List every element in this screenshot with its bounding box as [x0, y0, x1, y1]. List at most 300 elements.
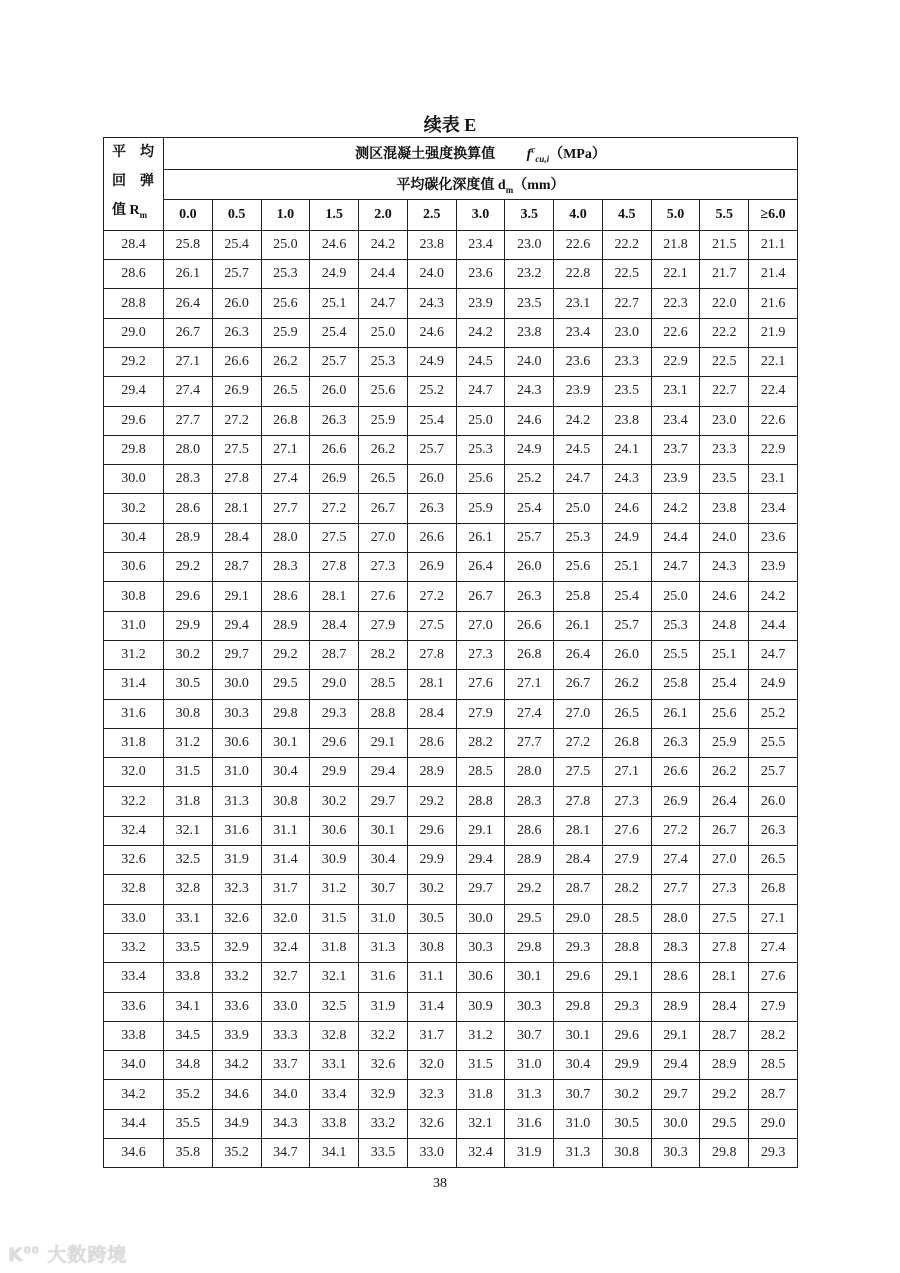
strength-value-cell: 27.3: [456, 640, 505, 669]
rebound-value-cell: 34.2: [104, 1080, 164, 1109]
strength-value-cell: 23.7: [651, 435, 700, 464]
rebound-value-cell: 28.6: [104, 260, 164, 289]
strength-value-cell: 27.4: [651, 846, 700, 875]
strength-value-cell: 31.9: [505, 1139, 554, 1168]
table-row: [104, 1109, 798, 1138]
strength-value-cell: 30.0: [212, 670, 261, 699]
strength-value-cell: 28.1: [700, 963, 749, 992]
strength-value-cell: 35.8: [164, 1139, 213, 1168]
strength-value-cell: 27.6: [749, 963, 798, 992]
strength-value-cell: 29.1: [651, 1021, 700, 1050]
strength-value-cell: 31.3: [212, 787, 261, 816]
column-header: 1.5: [310, 200, 359, 231]
strength-value-cell: 30.4: [359, 846, 408, 875]
strength-value-cell: 31.3: [554, 1139, 603, 1168]
strength-value-cell: 28.2: [749, 1021, 798, 1050]
rebound-value-cell: 34.0: [104, 1051, 164, 1080]
strength-value-cell: 27.4: [164, 377, 213, 406]
strength-value-cell: 27.5: [310, 523, 359, 552]
row-header-text: 值 R: [112, 203, 140, 218]
strength-value-cell: 28.5: [456, 758, 505, 787]
column-header: 3.0: [456, 200, 505, 231]
table-row: [104, 816, 798, 845]
symbol-f: f: [526, 146, 532, 162]
strength-value-cell: 30.3: [212, 699, 261, 728]
rebound-value-cell: 28.4: [104, 230, 164, 259]
strength-value-cell: 25.4: [310, 318, 359, 347]
strength-value-cell: 22.7: [602, 289, 651, 318]
strength-value-cell: 32.3: [407, 1080, 456, 1109]
rebound-value-cell: 29.6: [104, 406, 164, 435]
strength-value-cell: 23.9: [749, 553, 798, 582]
strength-value-cell: 24.9: [602, 523, 651, 552]
table-row: [104, 230, 798, 259]
rebound-value-cell: 34.4: [104, 1109, 164, 1138]
strength-value-cell: 25.7: [505, 523, 554, 552]
strength-value-cell: 29.6: [602, 1021, 651, 1050]
strength-value-cell: 23.9: [456, 289, 505, 318]
table-row: [104, 406, 798, 435]
strength-value-cell: 27.2: [212, 406, 261, 435]
strength-value-cell: 23.5: [505, 289, 554, 318]
strength-value-cell: 32.6: [212, 904, 261, 933]
table-row: [104, 289, 798, 318]
strength-value-cell: 26.6: [505, 611, 554, 640]
strength-value-cell: 34.1: [310, 1139, 359, 1168]
strength-value-cell: 27.0: [359, 523, 408, 552]
strength-value-cell: 26.1: [164, 260, 213, 289]
row-header-line: 平 均: [112, 145, 154, 160]
strength-value-cell: 24.0: [505, 347, 554, 376]
strength-value-cell: 21.5: [700, 230, 749, 259]
strength-value-cell: 31.5: [310, 904, 359, 933]
row-header-rebound-value: [104, 138, 164, 231]
strength-value-cell: 24.0: [407, 260, 456, 289]
strength-value-cell: 25.7: [212, 260, 261, 289]
strength-value-cell: 32.5: [164, 846, 213, 875]
strength-value-cell: 27.2: [554, 728, 603, 757]
strength-value-cell: 23.5: [700, 465, 749, 494]
rebound-value-cell: 33.6: [104, 992, 164, 1021]
strength-value-cell: 25.5: [749, 728, 798, 757]
strength-value-cell: 29.3: [749, 1139, 798, 1168]
strength-value-cell: 30.1: [261, 728, 310, 757]
strength-value-cell: 28.8: [359, 699, 408, 728]
strength-value-cell: 22.2: [602, 230, 651, 259]
strength-value-cell: 24.6: [310, 230, 359, 259]
strength-value-cell: 25.4: [212, 230, 261, 259]
strength-value-cell: 31.0: [554, 1109, 603, 1138]
strength-value-cell: 26.4: [164, 289, 213, 318]
rebound-value-cell: 30.8: [104, 582, 164, 611]
strength-value-cell: 32.4: [261, 933, 310, 962]
strength-value-cell: 26.9: [212, 377, 261, 406]
strength-value-cell: 28.0: [261, 523, 310, 552]
strength-value-cell: 35.2: [212, 1139, 261, 1168]
rebound-value-cell: 30.0: [104, 465, 164, 494]
strength-value-cell: 31.7: [407, 1021, 456, 1050]
strength-value-cell: 29.8: [700, 1139, 749, 1168]
strength-value-cell: 28.4: [407, 699, 456, 728]
strength-value-cell: 28.1: [212, 494, 261, 523]
subgroup-unit: （mm）: [513, 178, 565, 194]
strength-value-cell: 21.1: [749, 230, 798, 259]
strength-value-cell: 26.8: [602, 728, 651, 757]
strength-value-cell: 26.0: [212, 289, 261, 318]
strength-value-cell: 24.7: [359, 289, 408, 318]
table-row: [104, 465, 798, 494]
table-row: [104, 435, 798, 464]
strength-value-cell: 24.4: [749, 611, 798, 640]
subgroup-sub: m: [505, 184, 514, 195]
rebound-value-cell: 33.4: [104, 963, 164, 992]
strength-value-cell: 24.1: [602, 435, 651, 464]
table-row: [104, 377, 798, 406]
table-row: [104, 728, 798, 757]
strength-value-cell: 23.6: [456, 260, 505, 289]
strength-value-cell: 27.9: [456, 699, 505, 728]
strength-value-cell: 26.3: [212, 318, 261, 347]
strength-value-cell: 24.9: [407, 347, 456, 376]
row-header-line: 回 弹: [112, 174, 154, 189]
strength-value-cell: 31.2: [456, 1021, 505, 1050]
rebound-value-cell: 30.2: [104, 494, 164, 523]
strength-value-cell: 24.6: [700, 582, 749, 611]
strength-value-cell: 29.9: [602, 1051, 651, 1080]
strength-value-cell: 26.7: [700, 816, 749, 845]
strength-value-cell: 28.7: [749, 1080, 798, 1109]
strength-value-cell: 24.7: [554, 465, 603, 494]
table-row: [104, 611, 798, 640]
strength-value-cell: 24.2: [749, 582, 798, 611]
strength-value-cell: 26.7: [164, 318, 213, 347]
rebound-value-cell: 30.4: [104, 523, 164, 552]
strength-value-cell: 31.8: [164, 787, 213, 816]
strength-value-cell: 26.2: [700, 758, 749, 787]
strength-value-cell: 26.3: [407, 494, 456, 523]
rebound-value-cell: 32.2: [104, 787, 164, 816]
column-header: 4.0: [554, 200, 603, 231]
strength-value-cell: 23.0: [700, 406, 749, 435]
strength-value-cell: 21.4: [749, 260, 798, 289]
strength-value-cell: 22.2: [700, 318, 749, 347]
strength-value-cell: 25.0: [554, 494, 603, 523]
strength-value-cell: 25.8: [164, 230, 213, 259]
column-header: 3.5: [505, 200, 554, 231]
strength-value-cell: 26.8: [749, 875, 798, 904]
strength-value-cell: 29.6: [554, 963, 603, 992]
rebound-value-cell: 33.2: [104, 933, 164, 962]
table-row: [104, 875, 798, 904]
strength-value-cell: 26.6: [651, 758, 700, 787]
strength-value-cell: 26.2: [602, 670, 651, 699]
strength-value-cell: 29.7: [359, 787, 408, 816]
table-row: [104, 582, 798, 611]
strength-value-cell: 28.9: [651, 992, 700, 1021]
strength-value-cell: 26.1: [651, 699, 700, 728]
strength-value-cell: 23.1: [651, 377, 700, 406]
strength-value-cell: 28.4: [212, 523, 261, 552]
strength-value-cell: 25.3: [554, 523, 603, 552]
table-row: [104, 1021, 798, 1050]
strength-value-cell: 30.9: [456, 992, 505, 1021]
strength-value-cell: 30.4: [261, 758, 310, 787]
strength-value-cell: 28.2: [456, 728, 505, 757]
strength-value-cell: 24.6: [505, 406, 554, 435]
strength-value-cell: 26.8: [505, 640, 554, 669]
strength-value-cell: 29.2: [261, 640, 310, 669]
strength-value-cell: 22.5: [700, 347, 749, 376]
strength-value-cell: 29.2: [505, 875, 554, 904]
strength-value-cell: 28.5: [602, 904, 651, 933]
strength-value-cell: 23.4: [456, 230, 505, 259]
row-header-sub: m: [139, 209, 148, 220]
strength-value-cell: 26.3: [310, 406, 359, 435]
strength-value-cell: 25.9: [700, 728, 749, 757]
strength-value-cell: 33.2: [212, 963, 261, 992]
strength-value-cell: 32.6: [407, 1109, 456, 1138]
strength-value-cell: 29.2: [700, 1080, 749, 1109]
strength-value-cell: 27.1: [261, 435, 310, 464]
strength-value-cell: 22.3: [651, 289, 700, 318]
strength-value-cell: 26.7: [456, 582, 505, 611]
strength-value-cell: 27.2: [651, 816, 700, 845]
strength-value-cell: 27.5: [700, 904, 749, 933]
strength-value-cell: 29.8: [505, 933, 554, 962]
strength-symbol: [526, 144, 550, 164]
strength-value-cell: 24.9: [505, 435, 554, 464]
strength-value-cell: 28.7: [310, 640, 359, 669]
strength-value-cell: 25.7: [407, 435, 456, 464]
strength-value-cell: 22.9: [651, 347, 700, 376]
strength-value-cell: 27.7: [164, 406, 213, 435]
strength-value-cell: 27.6: [602, 816, 651, 845]
strength-value-cell: 25.4: [700, 670, 749, 699]
strength-value-cell: 32.6: [359, 1051, 408, 1080]
strength-value-cell: 33.8: [164, 963, 213, 992]
strength-value-cell: 23.6: [554, 347, 603, 376]
strength-value-cell: 22.1: [651, 260, 700, 289]
strength-value-cell: 25.5: [651, 640, 700, 669]
strength-value-cell: 26.7: [554, 670, 603, 699]
strength-value-cell: 29.3: [310, 699, 359, 728]
strength-value-cell: 22.4: [749, 377, 798, 406]
strength-value-cell: 31.2: [310, 875, 359, 904]
strength-value-cell: 25.9: [359, 406, 408, 435]
rebound-value-cell: 34.6: [104, 1139, 164, 1168]
strength-value-cell: 25.7: [310, 347, 359, 376]
strength-value-cell: 24.2: [359, 230, 408, 259]
strength-value-cell: 25.6: [359, 377, 408, 406]
strength-value-cell: 24.2: [456, 318, 505, 347]
strength-value-cell: 28.6: [407, 728, 456, 757]
strength-value-cell: 29.8: [554, 992, 603, 1021]
strength-value-cell: 33.4: [310, 1080, 359, 1109]
strength-value-cell: 28.2: [602, 875, 651, 904]
strength-value-cell: 26.4: [456, 553, 505, 582]
table-row: [104, 494, 798, 523]
strength-value-cell: 24.7: [749, 640, 798, 669]
strength-value-cell: 29.5: [261, 670, 310, 699]
strength-value-cell: 23.4: [554, 318, 603, 347]
strength-value-cell: 24.7: [456, 377, 505, 406]
strength-value-cell: 34.3: [261, 1109, 310, 1138]
strength-value-cell: 30.7: [554, 1080, 603, 1109]
strength-value-cell: 29.7: [651, 1080, 700, 1109]
strength-value-cell: 31.1: [261, 816, 310, 845]
strength-value-cell: 30.0: [456, 904, 505, 933]
strength-value-cell: 28.5: [749, 1051, 798, 1080]
strength-value-cell: 24.0: [700, 523, 749, 552]
strength-value-cell: 32.0: [261, 904, 310, 933]
rebound-value-cell: 31.8: [104, 728, 164, 757]
strength-value-cell: 29.0: [554, 904, 603, 933]
strength-value-cell: 27.3: [359, 553, 408, 582]
strength-value-cell: 29.5: [505, 904, 554, 933]
strength-value-cell: 32.1: [456, 1109, 505, 1138]
table-row: [104, 904, 798, 933]
strength-value-cell: 30.1: [505, 963, 554, 992]
strength-value-cell: 28.5: [359, 670, 408, 699]
strength-value-cell: 25.7: [749, 758, 798, 787]
strength-value-cell: 29.2: [407, 787, 456, 816]
strength-value-cell: 28.1: [310, 582, 359, 611]
strength-value-cell: 29.6: [164, 582, 213, 611]
strength-value-cell: 28.3: [261, 553, 310, 582]
strength-value-cell: 28.3: [505, 787, 554, 816]
strength-value-cell: 27.8: [407, 640, 456, 669]
strength-value-cell: 25.4: [505, 494, 554, 523]
strength-value-cell: 31.2: [164, 728, 213, 757]
strength-value-cell: 24.8: [700, 611, 749, 640]
strength-value-cell: 31.6: [505, 1109, 554, 1138]
strength-value-cell: 29.6: [407, 816, 456, 845]
strength-value-cell: 31.0: [505, 1051, 554, 1080]
strength-value-cell: 29.9: [310, 758, 359, 787]
strength-value-cell: 23.9: [651, 465, 700, 494]
strength-value-cell: 22.9: [749, 435, 798, 464]
column-header: 5.0: [651, 200, 700, 231]
strength-value-cell: 27.7: [651, 875, 700, 904]
strength-value-cell: 24.2: [554, 406, 603, 435]
strength-value-cell: 27.5: [212, 435, 261, 464]
strength-value-cell: 29.7: [212, 640, 261, 669]
strength-value-cell: 32.3: [212, 875, 261, 904]
strength-value-cell: 33.5: [164, 933, 213, 962]
strength-value-cell: 32.4: [456, 1139, 505, 1168]
strength-value-cell: 26.4: [700, 787, 749, 816]
strength-value-cell: 27.9: [359, 611, 408, 640]
strength-value-cell: 32.8: [310, 1021, 359, 1050]
strength-value-cell: 28.9: [700, 1051, 749, 1080]
strength-value-cell: 24.3: [505, 377, 554, 406]
strength-value-cell: 31.5: [164, 758, 213, 787]
strength-value-cell: 30.3: [505, 992, 554, 1021]
rebound-value-cell: 29.0: [104, 318, 164, 347]
strength-value-cell: 31.8: [456, 1080, 505, 1109]
strength-value-cell: 34.0: [261, 1080, 310, 1109]
strength-value-cell: 30.8: [164, 699, 213, 728]
strength-value-cell: 25.8: [554, 582, 603, 611]
strength-value-cell: 30.9: [310, 846, 359, 875]
strength-value-cell: 33.6: [212, 992, 261, 1021]
strength-value-cell: 26.5: [261, 377, 310, 406]
strength-value-cell: 31.7: [261, 875, 310, 904]
strength-value-cell: 27.1: [505, 670, 554, 699]
table-row: [104, 1080, 798, 1109]
strength-value-cell: 32.8: [164, 875, 213, 904]
strength-value-cell: 23.5: [602, 377, 651, 406]
column-header: 2.0: [359, 200, 408, 231]
strength-value-cell: 33.1: [164, 904, 213, 933]
strength-value-cell: 27.6: [456, 670, 505, 699]
subgroup-header-carbonation: [164, 169, 798, 200]
strength-value-cell: 28.6: [261, 582, 310, 611]
strength-value-cell: 25.0: [359, 318, 408, 347]
rebound-value-cell: 33.0: [104, 904, 164, 933]
strength-value-cell: 25.1: [602, 553, 651, 582]
strength-value-cell: 29.1: [212, 582, 261, 611]
rebound-value-cell: 29.4: [104, 377, 164, 406]
strength-value-cell: 28.7: [554, 875, 603, 904]
strength-value-cell: 27.0: [456, 611, 505, 640]
strength-value-cell: 29.1: [456, 816, 505, 845]
rebound-value-cell: 32.4: [104, 816, 164, 845]
rebound-value-cell: 29.8: [104, 435, 164, 464]
rebound-value-cell: 31.2: [104, 640, 164, 669]
strength-value-cell: 25.2: [505, 465, 554, 494]
strength-value-cell: 28.1: [554, 816, 603, 845]
strength-value-cell: 23.6: [749, 523, 798, 552]
strength-value-cell: 23.1: [749, 465, 798, 494]
rebound-value-cell: 31.6: [104, 699, 164, 728]
strength-value-cell: 27.8: [212, 465, 261, 494]
strength-value-cell: 31.0: [212, 758, 261, 787]
strength-value-cell: 30.0: [651, 1109, 700, 1138]
strength-value-cell: 27.4: [505, 699, 554, 728]
strength-value-cell: 32.2: [359, 1021, 408, 1050]
strength-value-cell: 32.1: [164, 816, 213, 845]
strength-value-cell: 29.6: [310, 728, 359, 757]
rebound-value-cell: 32.6: [104, 846, 164, 875]
strength-value-cell: 28.4: [554, 846, 603, 875]
strength-value-cell: 22.0: [700, 289, 749, 318]
strength-value-cell: 30.5: [407, 904, 456, 933]
column-header: 4.5: [602, 200, 651, 231]
strength-value-cell: 24.9: [749, 670, 798, 699]
strength-value-cell: 25.3: [359, 347, 408, 376]
strength-value-cell: 29.9: [164, 611, 213, 640]
strength-value-cell: 22.6: [749, 406, 798, 435]
strength-value-cell: 26.3: [505, 582, 554, 611]
strength-value-cell: 25.3: [456, 435, 505, 464]
strength-value-cell: 27.1: [602, 758, 651, 787]
page-number: 38: [433, 1176, 447, 1191]
strength-value-cell: 30.3: [456, 933, 505, 962]
strength-value-cell: 33.0: [407, 1139, 456, 1168]
strength-value-cell: 27.9: [602, 846, 651, 875]
strength-value-cell: 28.3: [164, 465, 213, 494]
table-row: [104, 787, 798, 816]
table-row: [104, 523, 798, 552]
strength-value-cell: 23.0: [505, 230, 554, 259]
strength-value-cell: 34.6: [212, 1080, 261, 1109]
symbol-sup: c: [531, 144, 536, 155]
strength-value-cell: 25.6: [700, 699, 749, 728]
strength-value-cell: 28.0: [651, 904, 700, 933]
strength-value-cell: 23.0: [602, 318, 651, 347]
symbol-sub: cu,i: [535, 153, 550, 164]
